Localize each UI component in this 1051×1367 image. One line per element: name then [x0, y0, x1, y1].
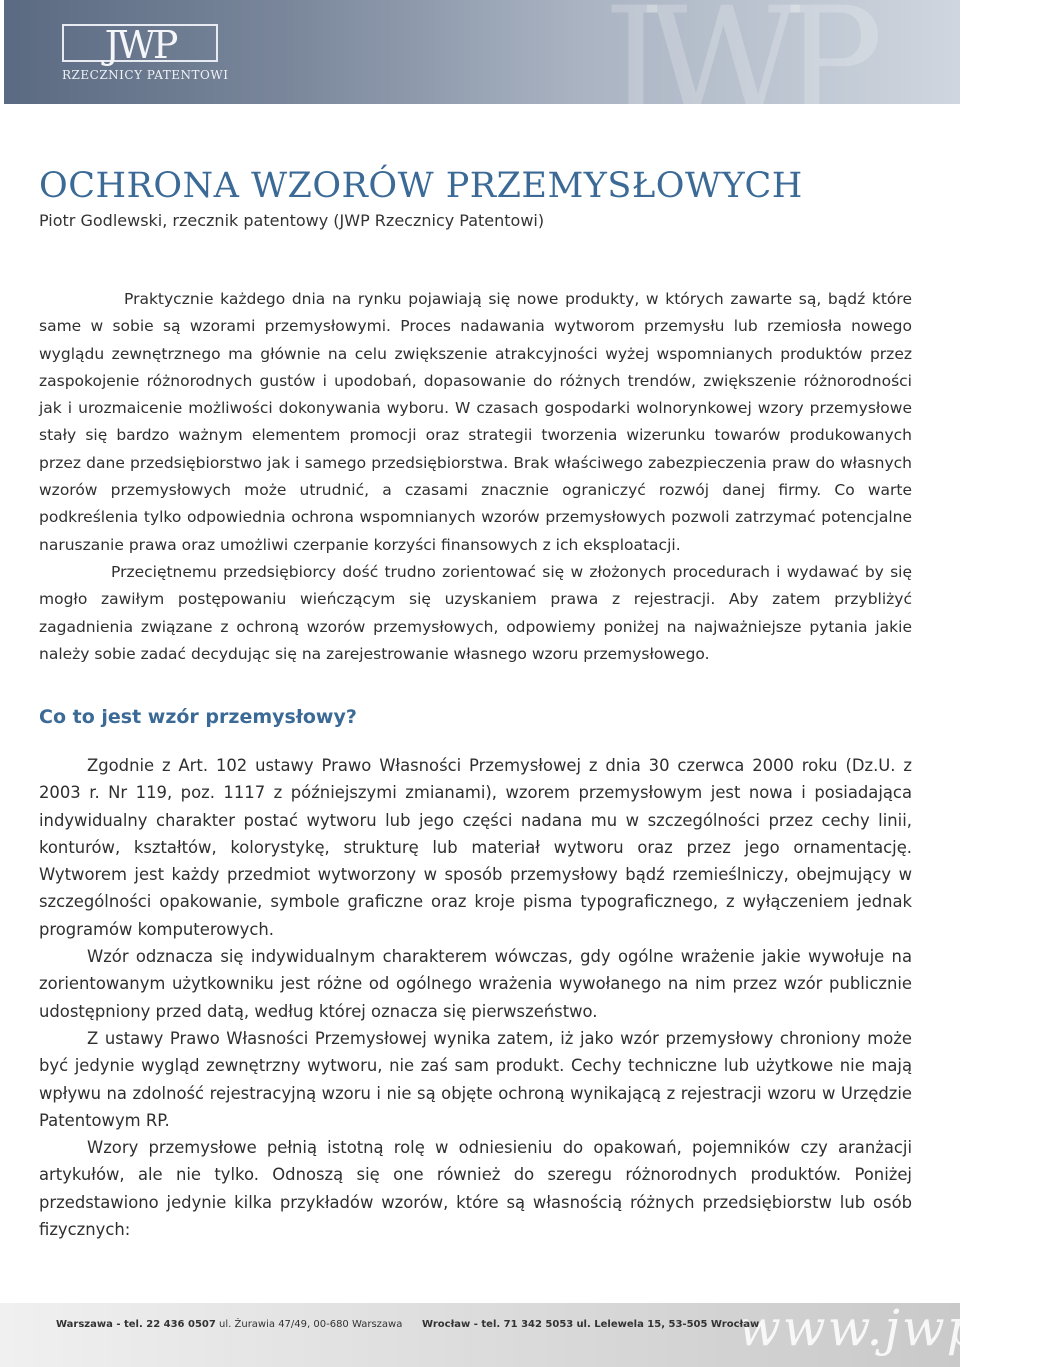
- footer-warsaw-phone: Warszawa - tel. 22 436 0507: [56, 1319, 216, 1330]
- page-header: [4, 0, 960, 150]
- logo-subtitle: RZECZNICY PATENTOWI: [62, 68, 229, 82]
- section-paragraph: Wzór odznacza się indywidualnym charakterem wówczas, gdy ogólne wrażenie jakie wywołuje na zorientowanym użytkowniku jest różne od ogólnego wrażenia wywołanego na nim przez wzór publicznie udostępniony przed datą, według której oznacza się pierwszeństwo.: [39, 947, 912, 1021]
- intro-paragraph: Praktycznie każdego dnia na rynku pojawiają się nowe produkty, w których zawarte są, bądź które same w sobie są wzorami przemysłowymi. Proces nadawania wytworom przemysłu lub rzemiosła nowego wyglądu zewnętrznego ma głównie na celu zwiększenie atrakcyjności wyżej wspomnianych produktów przez zaspokojenie różnorodnych gustów i upodobań, dopasowanie do różnych trendów, zwiększenie różnorodności jak i urozmaicenie możliwości dokonywania wyboru. W czasach gospodarki wolnorynkowej wzory przemysłowe stały się bardzo ważnym elementem promocji oraz strategii tworzenia wizerunku towarów produkowanych przez dane przedsiębiorstwo jak i samego przedsiębiorstwa. Brak właściwego zabezpieczenia praw do własnych wzorów przemysłowych może utrudnić, a czasami znacznie ograniczyć rozwój danej firmy. Co warte podkreślenia tylko odpowiednia ochrona wspomnianych wzorów przemysłowych pozwoli zatrzymać potencjalne naruszanie prawa oraz umożliwi czerpanie korzyści finansowych z ich eksploatacji.: [39, 290, 912, 554]
- footer-wroclaw-phone: Wrocław - tel. 71 342 5053: [422, 1319, 574, 1330]
- footer-warsaw-address: ul. Żurawia 47/49, 00-680 Warszawa: [219, 1319, 403, 1330]
- article-author: Piotr Godlewski, rzecznik patentowy (JWP Rzecznicy Patentowi): [39, 211, 545, 230]
- definition-section: [39, 752, 912, 1243]
- section-paragraph: Z ustawy Prawo Własności Przemysłowej wynika zatem, iż jako wzór przemysłowy chroniony może być jedynie wygląd zewnętrzny wytworu, nie zaś sam produkt. Cechy techniczne lub użytkowe nie mają wpływu na zdolność rejestracyjną wzoru i nie są objęte ochroną wynikającą z rejestracji wzoru w Urzędzie Patentowym RP.: [39, 1028, 912, 1130]
- header-watermark: JWP: [604, 0, 866, 150]
- footer-wroclaw-address: ul. Lelewela 15, 53-505 Wrocław: [576, 1319, 760, 1330]
- intro-paragraph: Przeciętnemu przedsiębiorcy dość trudno zorientować się w złożonych procedurach i wydawać by się mogło zawiłym postępowaniu wieńczącym się uzyskaniem prawa z rejestracji. Aby zatem przybliżyć zagadnienia związane z ochroną wzorów przemysłowych, odpowiemy poniżej na najważniejsze pytania jakie należy sobie zadać decydując się na zarejestrowanie własnego wzoru przemysłowego.: [39, 562, 912, 663]
- logo-text: JWP: [104, 23, 176, 67]
- section-paragraph: Wzory przemysłowe pełnią istotną rolę w odniesieniu do opakowań, pojemników czy aranżacji artykułów, ale nie tylko. Odnoszą się one również do szeregu różnorodnych produktów. Poniżej przedstawiono jedynie kilka przykładów wzorów, które są własnością różnych przedsiębiorstw lub osób fizycznych:: [39, 1138, 912, 1240]
- page-footer: [0, 1299, 1051, 1367]
- website-watermark: www.jwp.pl: [738, 1299, 1051, 1357]
- section-paragraph: Zgodnie z Art. 102 ustawy Prawo Własności Przemysłowej z dnia 30 czerwca 2000 roku (Dz.U. z 2003 r. Nr 119, poz. 1117 z późniejszymi zmianami), wzorem przemysłowym jest nowa i posiadająca indywidualny charakter postać wytworu lub jego części nadana mu w szczególności przez cechy linii, konturów, kształtów, kolorystykę, strukturę lub materiał wytworu oraz przez jego ornamentację. Wytworem jest każdy przedmiot wytworzony w sposób przemysłowy bądź rzemieślniczy, obejmujący w szczególności opakowanie, symbole graficzne oraz kroje pisma typograficznego, z wyłączeniem jednak programów komputerowych.: [39, 756, 912, 939]
- section-heading: Co to jest wzór przemysłowy?: [39, 706, 357, 728]
- article-title: OCHRONA WZORÓW PRZEMYSŁOWYCH: [39, 166, 803, 206]
- intro-section: [39, 286, 912, 668]
- company-logo: [62, 23, 218, 67]
- footer-wroclaw: [422, 1319, 759, 1330]
- footer-warsaw: [56, 1319, 402, 1330]
